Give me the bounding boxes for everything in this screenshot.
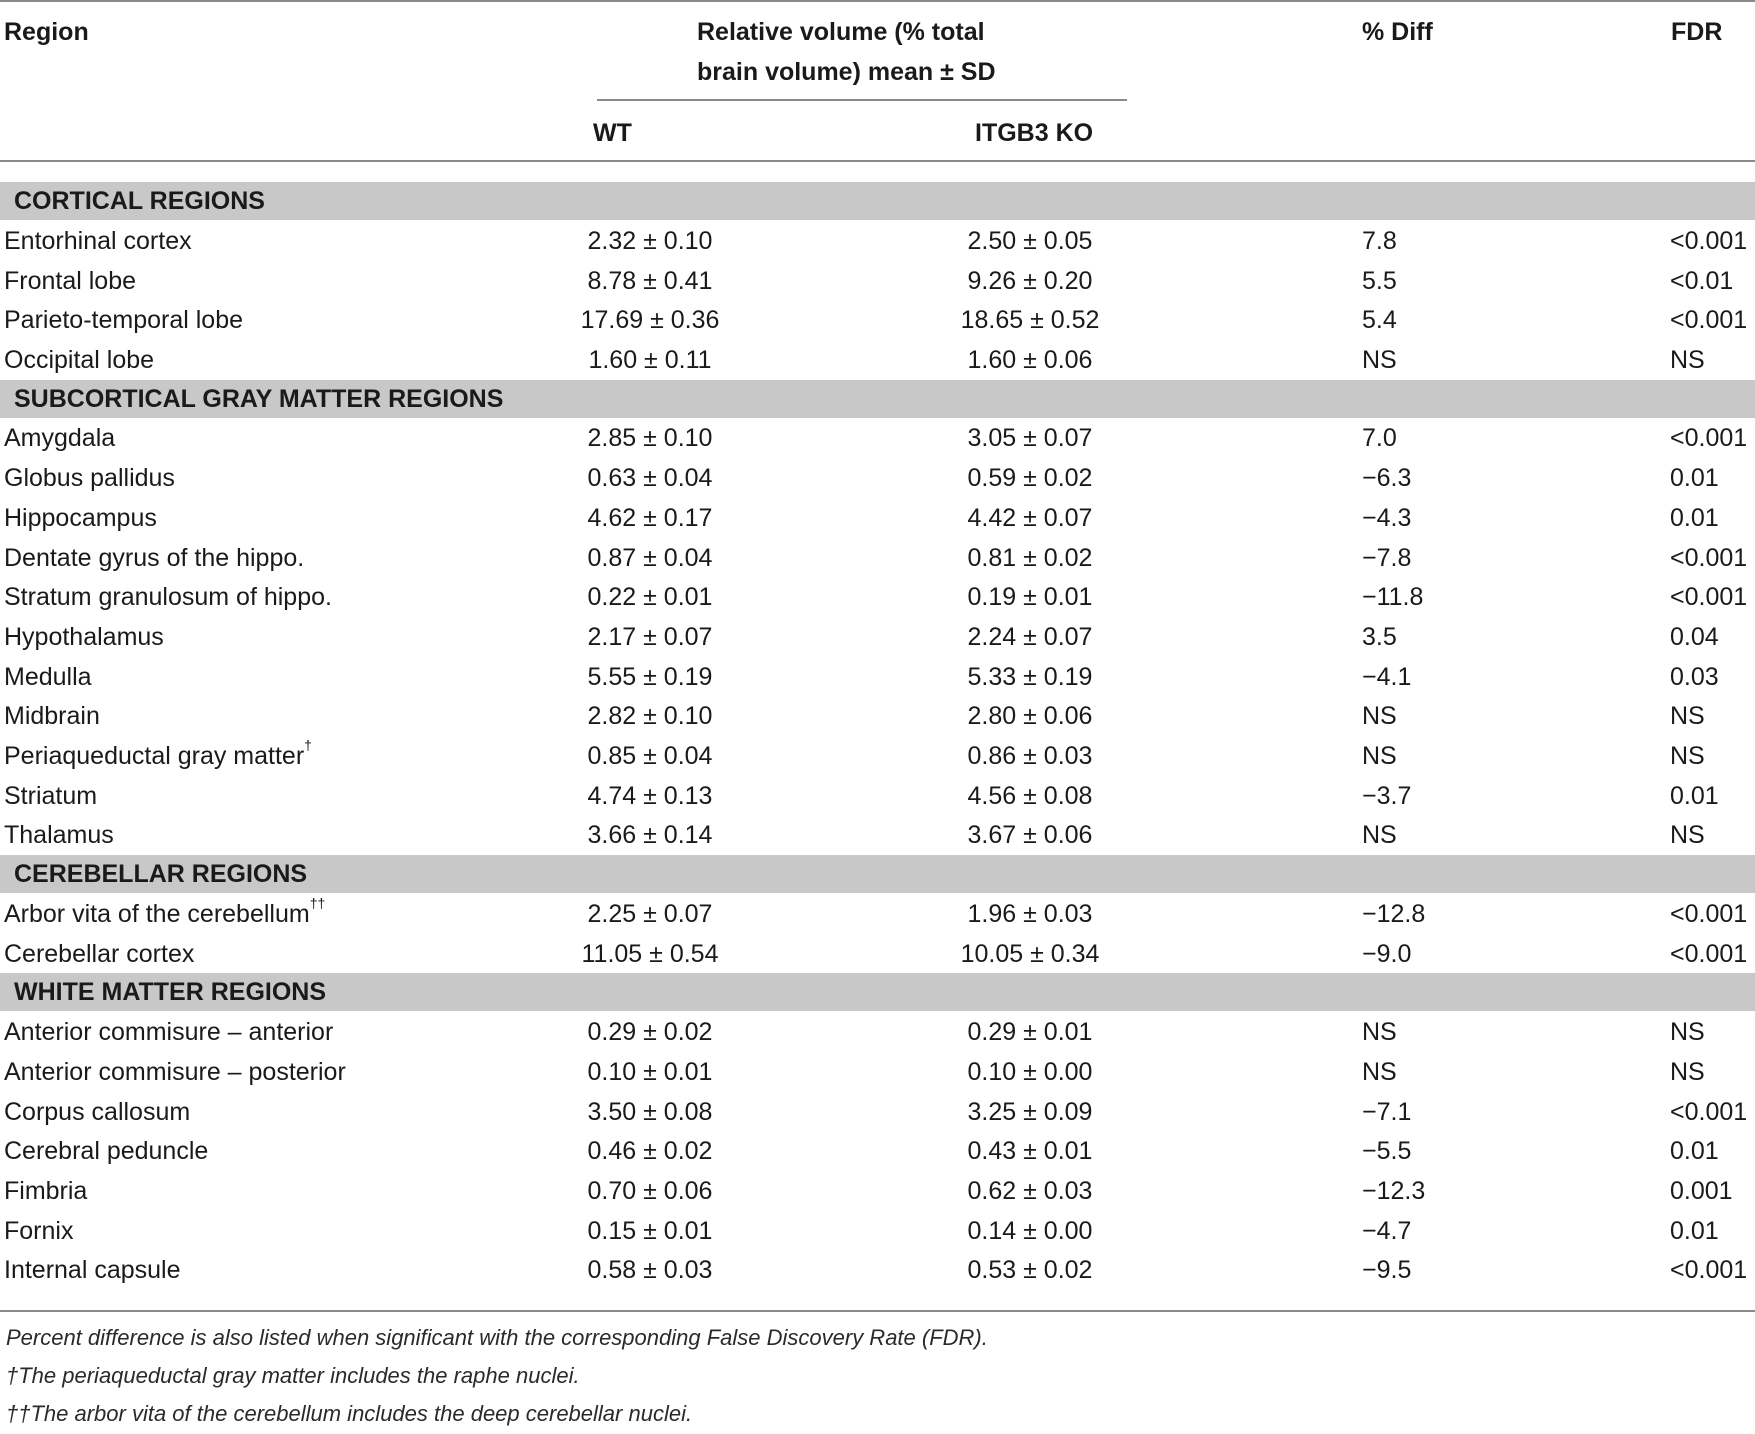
section-title: CEREBELLAR REGIONS [14, 860, 308, 889]
header-ko: ITGB3 KO [975, 119, 1094, 147]
table-row [0, 1250, 1755, 1290]
cell-region-text: Cerebellar cortex [4, 939, 195, 968]
cell-region [4, 458, 175, 498]
cell-wt: 2.32 ± 0.10 [587, 226, 713, 255]
cell-wt: 3.66 ± 0.14 [587, 821, 713, 850]
cell-fdr: 0.001 [1670, 1176, 1733, 1205]
cell-fdr: <0.001 [1670, 543, 1748, 572]
section-header [0, 182, 1755, 220]
cell-region [4, 815, 114, 855]
cell-diff: −7.8 [1362, 543, 1412, 572]
cell-diff: −11.8 [1362, 583, 1424, 612]
cell-region-text: Periaqueductal gray matter [4, 742, 305, 770]
cell-wt: 0.70 ± 0.06 [587, 1176, 713, 1205]
cell-ko: 18.65 ± 0.52 [960, 306, 1100, 335]
cell-fdr: <0.001 [1670, 939, 1748, 968]
cell-ko: 0.62 ± 0.03 [967, 1176, 1093, 1205]
cell-region [4, 538, 304, 578]
cell-diff: −12.8 [1362, 899, 1426, 928]
cell-fdr: <0.001 [1670, 1256, 1748, 1285]
cell-region-text: Fornix [4, 1216, 74, 1245]
cell-region-text: Arbor vita of the cerebellum [4, 899, 310, 928]
cell-region [4, 261, 136, 301]
cell-diff: NS [1362, 345, 1397, 374]
cell-wt: 1.60 ± 0.11 [588, 345, 712, 374]
cell-region [4, 1131, 208, 1171]
cell-region-text: Frontal lobe [4, 266, 137, 295]
cell-fdr: <0.001 [1670, 424, 1748, 453]
cell-fdr: <0.001 [1670, 899, 1748, 928]
header-fdr: FDR [1671, 18, 1723, 46]
cell-diff: 5.5 [1362, 266, 1397, 295]
cell-fdr: 0.01 [1670, 781, 1719, 810]
cell-fdr: <0.001 [1670, 306, 1748, 335]
cell-fdr: 0.04 [1670, 622, 1719, 651]
header-region: Region [4, 18, 89, 46]
cell-wt: 2.17 ± 0.07 [587, 622, 713, 651]
table-row [0, 776, 1755, 816]
cell-diff: −12.3 [1362, 1176, 1426, 1205]
cell-ko: 0.59 ± 0.02 [967, 464, 1093, 493]
cell-region [4, 1250, 181, 1290]
table-row [0, 736, 1755, 776]
cell-ko: 0.10 ± 0.00 [967, 1057, 1093, 1086]
cell-fdr: <0.01 [1670, 266, 1734, 295]
cell-wt: 3.50 ± 0.08 [587, 1097, 713, 1126]
cell-region-text: Internal capsule [4, 1256, 181, 1285]
cell-ko: 5.33 ± 0.19 [967, 662, 1093, 691]
cell-region-text: Globus pallidus [4, 464, 175, 493]
cell-diff: −4.3 [1362, 503, 1412, 532]
cell-region [4, 1211, 73, 1251]
cell-wt: 11.05 ± 0.54 [581, 939, 719, 968]
table-row [0, 1171, 1755, 1211]
cell-wt: 0.58 ± 0.03 [587, 1256, 713, 1285]
table-row [0, 657, 1755, 697]
cell-diff: 3.5 [1362, 622, 1397, 651]
table-row [0, 498, 1755, 538]
cell-ko: 4.42 ± 0.07 [967, 503, 1093, 532]
cell-wt: 4.74 ± 0.13 [587, 781, 713, 810]
cell-diff: NS [1362, 742, 1397, 770]
cell-wt: 0.22 ± 0.01 [587, 583, 713, 612]
cell-fdr: NS [1670, 345, 1705, 374]
table-row [0, 261, 1755, 301]
cell-region-text: Corpus callosum [4, 1097, 191, 1126]
bottom-rule [0, 1310, 1755, 1312]
cell-region [4, 657, 92, 697]
cell-region [4, 1052, 346, 1092]
cell-wt: 0.85 ± 0.04 [587, 742, 713, 770]
cell-region-text: Midbrain [4, 702, 100, 731]
cell-region-text: Parieto-temporal lobe [4, 306, 244, 335]
cell-fdr: 0.01 [1670, 503, 1719, 532]
table-row [0, 538, 1755, 578]
cell-diff: 7.0 [1362, 424, 1397, 453]
cell-region-text: Amygdala [4, 424, 116, 453]
cell-diff: −4.7 [1362, 1216, 1412, 1245]
cell-region [4, 736, 312, 776]
cell-wt: 4.62 ± 0.17 [587, 503, 713, 532]
table-row [0, 1052, 1755, 1092]
cell-wt: 8.78 ± 0.41 [587, 266, 713, 295]
cell-region [4, 577, 332, 617]
cell-ko: 2.80 ± 0.06 [967, 702, 1093, 731]
cell-region-text: Cerebral peduncle [4, 1137, 209, 1166]
footnote-dagger: †The periaqueductal gray matter includes the raphe nuclei. [6, 1363, 580, 1388]
cell-region-text: Stratum granulosum of hippo. [4, 583, 332, 612]
header-relative-volume-line1: Relative volume (% total [697, 18, 985, 46]
cell-diff: NS [1362, 821, 1397, 850]
table-row [0, 300, 1755, 340]
cell-wt: 2.85 ± 0.10 [587, 424, 713, 453]
cell-fdr: 0.01 [1670, 1216, 1719, 1245]
cell-fdr: 0.01 [1670, 1137, 1719, 1166]
section-header [0, 973, 1755, 1011]
cell-region [4, 617, 164, 657]
cell-region-text: Anterior commisure – posterior [4, 1057, 346, 1086]
cell-region-text: Anterior commisure – anterior [4, 1018, 334, 1047]
cell-diff: −5.5 [1362, 1137, 1412, 1166]
cell-wt: 0.63 ± 0.04 [587, 464, 713, 493]
cell-fdr: NS [1670, 1057, 1705, 1086]
header-wt: WT [593, 119, 632, 147]
table-row [0, 340, 1755, 380]
cell-fdr: NS [1670, 742, 1705, 770]
cell-wt: 0.87 ± 0.04 [587, 543, 713, 572]
table-row [0, 894, 1755, 934]
table-row [0, 221, 1755, 261]
header-rule [0, 160, 1755, 162]
cell-region [4, 418, 115, 458]
table-row [0, 577, 1755, 617]
cell-fdr: 0.03 [1670, 662, 1719, 691]
cell-ko: 3.25 ± 0.09 [967, 1097, 1093, 1126]
cell-ko: 2.24 ± 0.07 [967, 622, 1093, 651]
cell-ko: 0.86 ± 0.03 [967, 742, 1093, 770]
cell-diff: NS [1362, 1057, 1397, 1086]
cell-diff: −9.0 [1362, 939, 1412, 968]
cell-region-text: Fimbria [4, 1176, 88, 1205]
cell-region-text: Entorhinal cortex [4, 226, 192, 255]
cell-region [4, 1012, 333, 1052]
cell-ko: 1.60 ± 0.06 [967, 345, 1093, 374]
cell-fdr: <0.001 [1670, 583, 1748, 612]
cell-wt: 17.69 ± 0.36 [580, 306, 720, 335]
section-title: WHITE MATTER REGIONS [14, 978, 327, 1007]
cell-ko: 10.05 ± 0.34 [960, 939, 1100, 968]
cell-wt: 0.15 ± 0.01 [587, 1216, 713, 1245]
table-row [0, 1131, 1755, 1171]
cell-ko: 2.50 ± 0.05 [967, 226, 1093, 255]
header-subrule [597, 99, 1127, 101]
cell-ko: 0.43 ± 0.01 [967, 1137, 1093, 1166]
table-row [0, 934, 1755, 974]
footnote-marker: † [304, 737, 312, 753]
table-row [0, 1092, 1755, 1132]
cell-region-text: Thalamus [4, 821, 114, 850]
cell-region-text: Hypothalamus [4, 622, 164, 651]
cell-ko: 0.19 ± 0.01 [967, 583, 1093, 612]
table-row [0, 458, 1755, 498]
cell-diff: −7.1 [1362, 1097, 1412, 1126]
cell-region [4, 221, 192, 261]
table-row [0, 418, 1755, 458]
section-title: SUBCORTICAL GRAY MATTER REGIONS [14, 384, 504, 413]
section-header [0, 380, 1755, 418]
top-rule [0, 0, 1755, 2]
cell-diff: NS [1362, 702, 1397, 731]
cell-ko: 1.96 ± 0.03 [967, 899, 1093, 928]
cell-region [4, 1171, 87, 1211]
cell-ko: 9.26 ± 0.20 [967, 266, 1093, 295]
header-relative-volume [697, 12, 1057, 92]
cell-diff: NS [1362, 1018, 1397, 1047]
cell-diff: −9.5 [1362, 1256, 1412, 1285]
cell-wt: 5.55 ± 0.19 [587, 662, 713, 691]
cell-region-text: Striatum [4, 781, 98, 810]
cell-region-text: Dentate gyrus of the hippo. [4, 543, 305, 572]
cell-wt: 0.46 ± 0.02 [587, 1137, 713, 1166]
table-row [0, 617, 1755, 657]
cell-fdr: <0.001 [1670, 226, 1748, 255]
cell-region [4, 696, 100, 736]
cell-diff: 7.8 [1362, 226, 1397, 255]
cell-diff: −3.7 [1362, 781, 1412, 810]
cell-region-text: Hippocampus [4, 503, 157, 532]
cell-diff: 5.4 [1362, 306, 1397, 335]
cell-region-text: Occipital lobe [4, 345, 155, 374]
header-relative-volume-line2: brain volume) mean ± SD [697, 58, 996, 86]
cell-ko: 3.67 ± 0.06 [967, 821, 1093, 850]
cell-fdr: NS [1670, 821, 1705, 850]
table-row [0, 1211, 1755, 1251]
table-row [0, 1012, 1755, 1052]
cell-diff: −6.3 [1362, 464, 1412, 493]
cell-region [4, 340, 154, 380]
footnote-double-dagger: ††The arbor vita of the cerebellum includes the deep cerebellar nuclei. [6, 1401, 693, 1426]
cell-wt: 0.29 ± 0.02 [587, 1018, 713, 1047]
header-diff: % Diff [1362, 18, 1433, 46]
cell-ko: 0.53 ± 0.02 [967, 1256, 1093, 1285]
cell-fdr: 0.01 [1670, 464, 1719, 493]
cell-region-text: Medulla [4, 662, 92, 691]
footnote-main: Percent difference is also listed when significant with the corresponding False Discovery Rate (FDR). [6, 1325, 988, 1350]
section-header [0, 855, 1755, 893]
cell-wt: 0.10 ± 0.01 [587, 1057, 713, 1086]
cell-region [4, 894, 325, 934]
cell-ko: 0.81 ± 0.02 [967, 543, 1093, 572]
cell-ko: 3.05 ± 0.07 [967, 424, 1093, 453]
cell-region [4, 498, 157, 538]
footnote-marker: †† [309, 894, 326, 911]
section-title: CORTICAL REGIONS [14, 187, 265, 215]
cell-region [4, 934, 194, 974]
cell-ko: 0.29 ± 0.01 [967, 1018, 1093, 1047]
table-row [0, 815, 1755, 855]
cell-wt: 2.25 ± 0.07 [587, 899, 713, 928]
cell-region [4, 1092, 190, 1132]
cell-wt: 2.82 ± 0.10 [587, 702, 713, 731]
cell-diff: −4.1 [1362, 662, 1412, 691]
cell-ko: 0.14 ± 0.00 [967, 1216, 1093, 1245]
cell-ko: 4.56 ± 0.08 [967, 781, 1093, 810]
cell-fdr: NS [1670, 702, 1705, 731]
cell-region [4, 300, 243, 340]
cell-fdr: <0.001 [1670, 1097, 1748, 1126]
table-row [0, 696, 1755, 736]
cell-fdr: NS [1670, 1018, 1705, 1047]
cell-region [4, 776, 97, 816]
